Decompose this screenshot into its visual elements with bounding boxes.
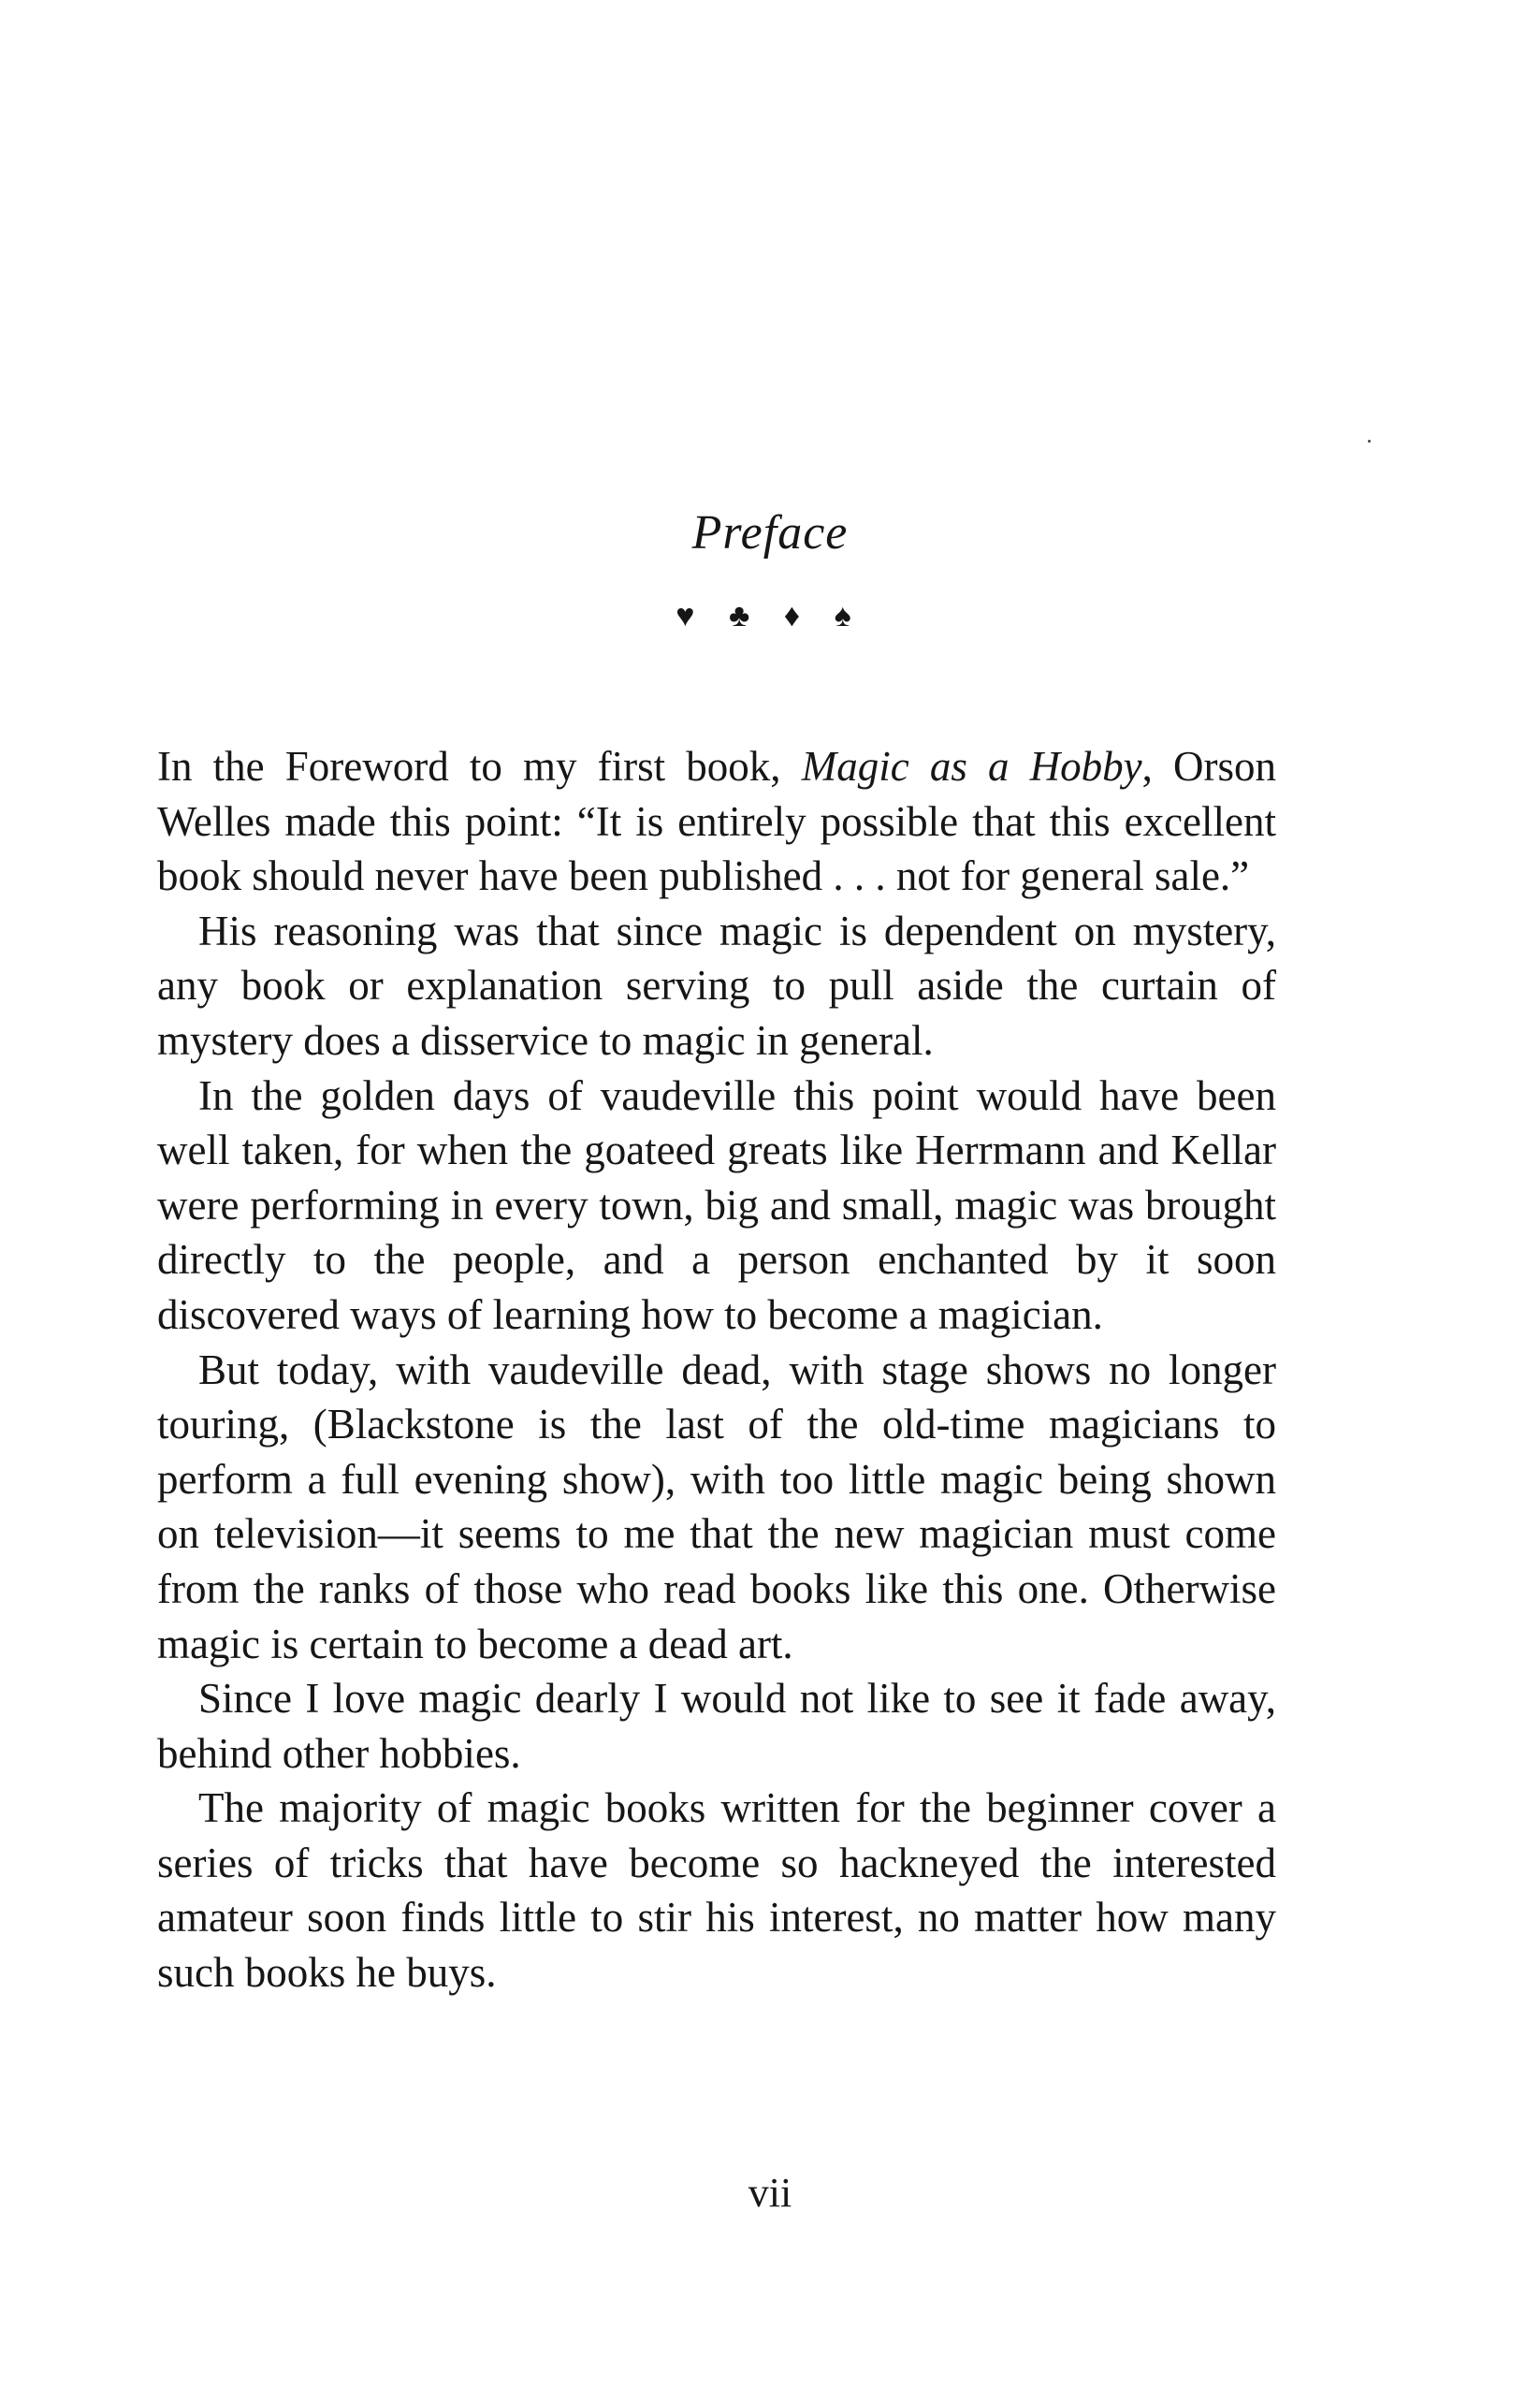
spade-icon: ♠	[834, 599, 864, 633]
paragraph-text: In the Foreword to my first book,	[157, 743, 802, 790]
page-number: vii	[748, 2170, 792, 2216]
paragraph: But today, with vaudeville dead, with stage shows no longer touring, (Blackstone is the last of the old-time magicians to perform a full evening show), with too little magic being shown on television—it seems to me that the new magician must come from the ranks of those who read books like this one. Otherwise magic is certain to become a dead art.	[157, 1346, 1276, 1667]
paragraph-text: , Orson Welles made this point: “It is entirely possible that this excellent book should never have been published . . . not for general sale.”	[157, 743, 1277, 900]
page-title: Preface	[691, 506, 849, 560]
book-title: Magic as a Hobby	[801, 743, 1142, 790]
paragraph	[157, 739, 1276, 904]
paragraph: In the golden days of vaudeville this point would have been well taken, for when the goateed greats like Herrmann and Kellar were performing in every town, big and small, magic was brought directly to the people, and a person enchanted by it soon discovered ways of learning how to become a magician.	[157, 1071, 1276, 1338]
diamond-icon: ♦	[783, 599, 814, 633]
paragraph: The majority of magic books written for the beginner cover a series of tricks that have become so hackneyed the interested amateur soon finds little to stir his interest, no matter how many such books he buys.	[157, 1784, 1276, 1997]
suit-ornament	[0, 599, 1540, 634]
paragraph: His reasoning was that since magic is dependent on mystery, any book or explanation serving to pull aside the curtain of mystery does a disservice to magic in general.	[157, 907, 1276, 1064]
heart-icon: ♥	[676, 599, 708, 633]
paragraph: Since I love magic dearly I would not like to see it fade away, behind other hobbies.	[157, 1675, 1276, 1777]
club-icon: ♣	[728, 599, 763, 633]
preface-body	[157, 739, 1276, 2000]
scan-speck	[1368, 440, 1371, 443]
